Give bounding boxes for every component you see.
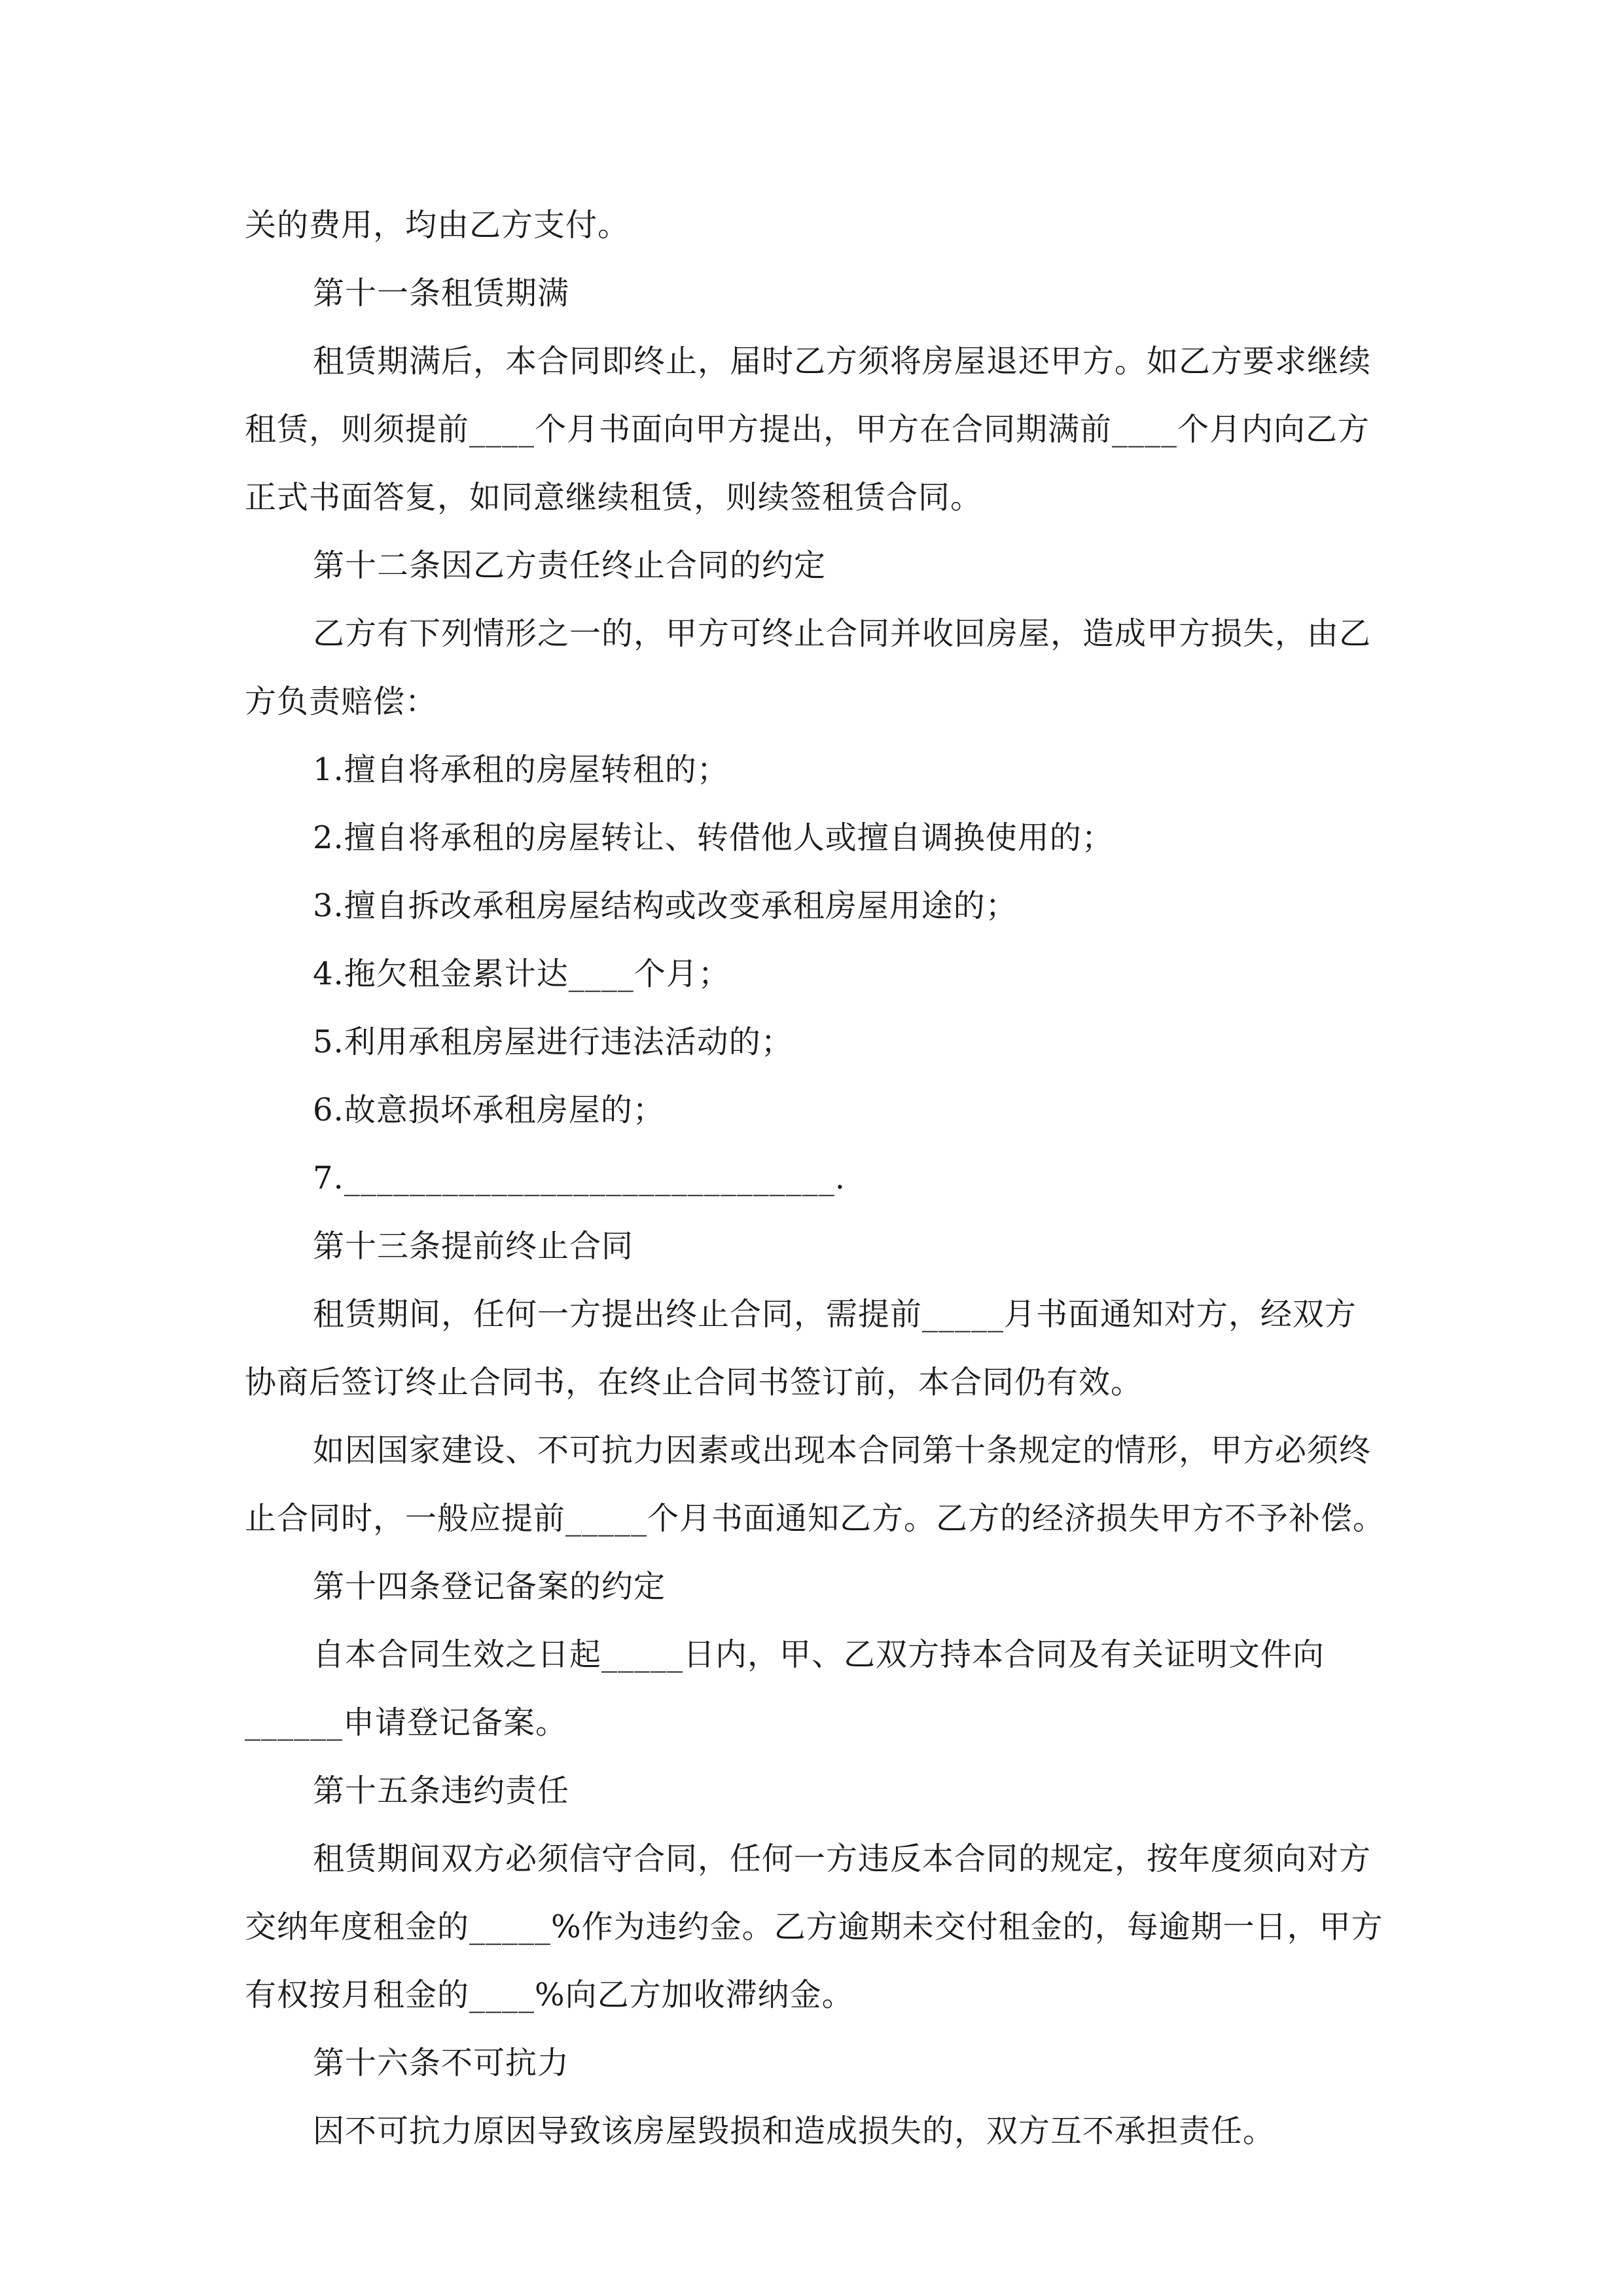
paragraph-line: 如因国家建设、不可抗力因素或出现本合同第十条规定的情形，甲方必须终: [313, 1432, 1372, 1469]
section-heading-11: 第十一条租赁期满: [313, 275, 570, 312]
paragraph-line: 租赁期满后，本合同即终止，届时乙方须将房屋退还甲方。如乙方要求继续: [313, 343, 1372, 380]
section-heading-13: 第十三条提前终止合同: [313, 1228, 634, 1265]
section-heading-14: 第十四条登记备案的约定: [313, 1568, 666, 1605]
list-item: 6.故意损坏承租房屋的；: [313, 1092, 665, 1128]
list-item: 1.擅自将承租的房屋转租的；: [313, 751, 729, 788]
paragraph-line: 自本合同生效之日起_____日内，甲、乙双方持本合同及有关证明文件向: [313, 1636, 1325, 1673]
paragraph-line: 乙方有下列情形之一的，甲方可终止合同并收回房屋，造成甲方损失，由乙: [313, 615, 1372, 652]
list-item: 5.利用承租房屋进行违法活动的；: [313, 1024, 793, 1060]
paragraph-line: 租赁期间，任何一方提出终止合同，需提前_____月书面通知对方，经双方: [313, 1296, 1357, 1333]
paragraph-line: 止合同时，一般应提前_____个月书面通知乙方。乙方的经济损失甲方不予补偿。: [245, 1500, 1385, 1537]
paragraph-line: 因不可抗力原因导致该房屋毁损和造成损失的，双方互不承担责任。: [313, 2113, 1275, 2149]
list-item: 2.擅自将承租的房屋转让、转借他人或擅自调换使用的；: [313, 819, 1114, 856]
section-heading-15: 第十五条违约责任: [313, 1772, 570, 1809]
section-heading-16: 第十六条不可抗力: [313, 2045, 570, 2081]
paragraph-line: 关的费用，均由乙方支付。: [245, 207, 630, 243]
paragraph-line: 租赁，则须提前____个月书面向甲方提出，甲方在合同期满前____个月内向乙方: [245, 411, 1370, 448]
list-item: 7.______________________________.: [313, 1160, 846, 1196]
document-body: [245, 191, 1403, 2165]
paragraph-line: 交纳年度租金的_____%作为违约金。乙方逾期未交付租金的，每逾期一日，甲方: [245, 1909, 1383, 1945]
paragraph-line: 有权按月租金的____%向乙方加收滞纳金。: [245, 1977, 854, 2013]
paragraph-line: 协商后签订终止合同书，在终止合同书签订前，本合同仍有效。: [245, 1364, 1143, 1401]
paragraph-line: 正式书面答复，如同意继续租赁，则续签租赁合同。: [245, 479, 983, 516]
list-item: 4.拖欠租金累计达____个月；: [313, 956, 730, 992]
paragraph-line: 租赁期间双方必须信守合同，任何一方违反本合同的规定，按年度须向对方: [313, 1840, 1372, 1877]
paragraph-line: 方负责赔偿：: [245, 683, 438, 720]
list-item: 3.擅自拆改承租房屋结构或改变承租房屋用途的；: [313, 888, 1018, 924]
paragraph-line: ______申请登记备案。: [245, 1704, 568, 1741]
section-heading-12: 第十二条因乙方责任终止合同的约定: [313, 547, 827, 584]
